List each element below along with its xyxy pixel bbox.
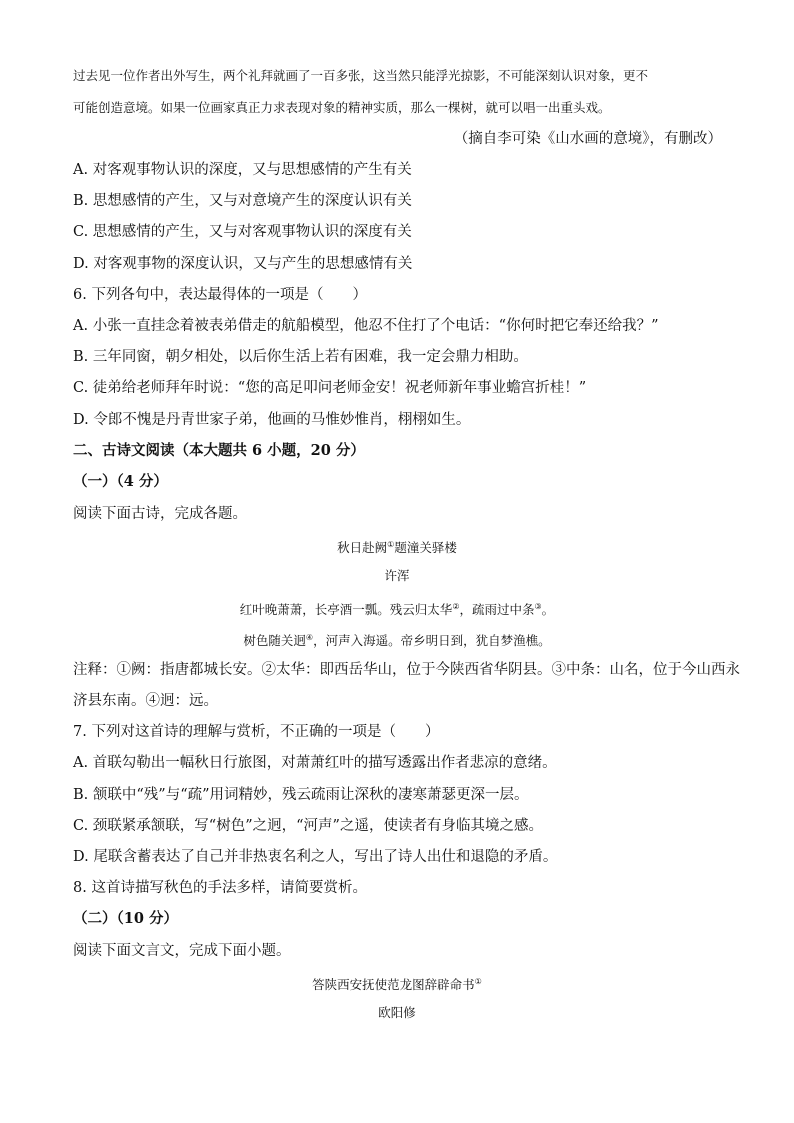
q7-option-a: A. 首联勾勒出一幅秋日行旅图，对萧萧红叶的描写透露出作者悲凉的意绪。 (73, 755, 557, 771)
poem-author: 许浑 (384, 568, 410, 583)
prose-title-text: 答陕西安抚使范龙图辞辟命书 (312, 977, 475, 993)
poem-title-text: 秋日赴阙 (337, 540, 388, 556)
note-marker: ① (387, 540, 395, 549)
q7-option-c: C. 颈联紧承颔联，写“树色”之迥，“河声”之遥，使读者有身临其境之感。 (73, 818, 543, 834)
q8-stem: 8. 这首诗描写秋色的手法多样，请简要赏析。 (73, 880, 367, 896)
note-marker: ② (452, 602, 460, 611)
part1-heading: （一）（4 分） (73, 473, 168, 490)
q5-option-d: D. 对客观事物的深度认识，又与产生的思想感情有关 (73, 256, 413, 272)
poem-line-2 (0, 628, 794, 651)
part2-intro: 阅读下面文言文，完成下面小题。 (73, 943, 291, 959)
q6-stem: 6. 下列各句中，表达最得体的一项是（ ） (73, 287, 367, 303)
q6-option-b: B. 三年同窗，朝夕相处，以后你生活上若有困难，我一定会鼎力相助。 (73, 349, 528, 365)
poem-text: ，疏雨过中条 (459, 602, 535, 618)
section-heading: 二、古诗文阅读（本大题共 6 小题，20 分） (73, 442, 365, 459)
passage-source: （摘自李可染《山水画的意境》，有删改） (453, 131, 722, 147)
poem-text: ，河声入海遥。帝乡明日到，犹自梦渔樵。 (313, 633, 551, 649)
notes-line: 济县东南。④迥：远。 (73, 693, 218, 709)
q6-option-d: D. 令郎不愧是丹青世家子弟，他画的马惟妙惟肖，栩栩如生。 (73, 412, 471, 428)
q6-option-a: A. 小张一直挂念着被表弟借走的航船模型，他忍不住打了个电话：“你何时把它奉还给我？” (73, 318, 659, 334)
prose-title (0, 972, 794, 995)
part1-intro: 阅读下面古诗，完成各题。 (73, 506, 247, 522)
note-marker: ③ (534, 602, 542, 611)
q6-option-c: C. 徒弟给老师拜年时说：“您的高足叩问老师金安！祝老师新年事业蟾宫折桂！” (73, 380, 587, 396)
prose-author: 欧阳修 (378, 1005, 416, 1020)
poem-text: 。 (541, 602, 555, 618)
poem-line-1 (0, 597, 794, 620)
poem-text: 树色随关迥 (243, 633, 306, 649)
poem-text: 红叶晚萧萧，长亭酒一瓢。残云归太华 (239, 602, 453, 618)
passage-line: 过去见一位作者出外写生，两个礼拜就画了一百多张，这当然只能浮光掠影，不可能深刻认识对象，更不 (73, 68, 649, 83)
q7-option-d: D. 尾联含蓄表达了自己并非热衷名利之人，写出了诗人出仕和退隐的矛盾。 (73, 849, 558, 865)
q5-option-a: A. 对客观事物认识的深度，又与思想感情的产生有关 (73, 162, 412, 178)
q5-option-c: C. 思想感情的产生，又与对客观事物认识的深度有关 (73, 224, 412, 240)
passage-line: 可能创造意境。如果一位画家真正力求表现对象的精神实质，那么一棵树，就可以唱一出重头戏。 (73, 100, 611, 115)
poem-title-rest: 题潼关驿楼 (394, 540, 457, 556)
note-marker: ④ (305, 633, 314, 642)
notes-line: 注释：①阙：指唐都城长安。②太华：即西岳华山，位于今陕西省华阴县。③中条：山名，位于今山西永 (73, 662, 740, 678)
q7-stem: 7. 下列对这首诗的理解与赏析，不正确的一项是（ ） (73, 724, 440, 740)
note-marker: ① (474, 977, 482, 986)
poem-title (0, 535, 794, 558)
part2-heading: （二）（10 分） (73, 910, 178, 927)
q7-option-b: B. 颔联中“残”与“疏”用词精妙，残云疏雨让深秋的凄寒萧瑟更深一层。 (73, 787, 529, 803)
q5-option-b: B. 思想感情的产生，又与对意境产生的深度认识有关 (73, 193, 412, 209)
